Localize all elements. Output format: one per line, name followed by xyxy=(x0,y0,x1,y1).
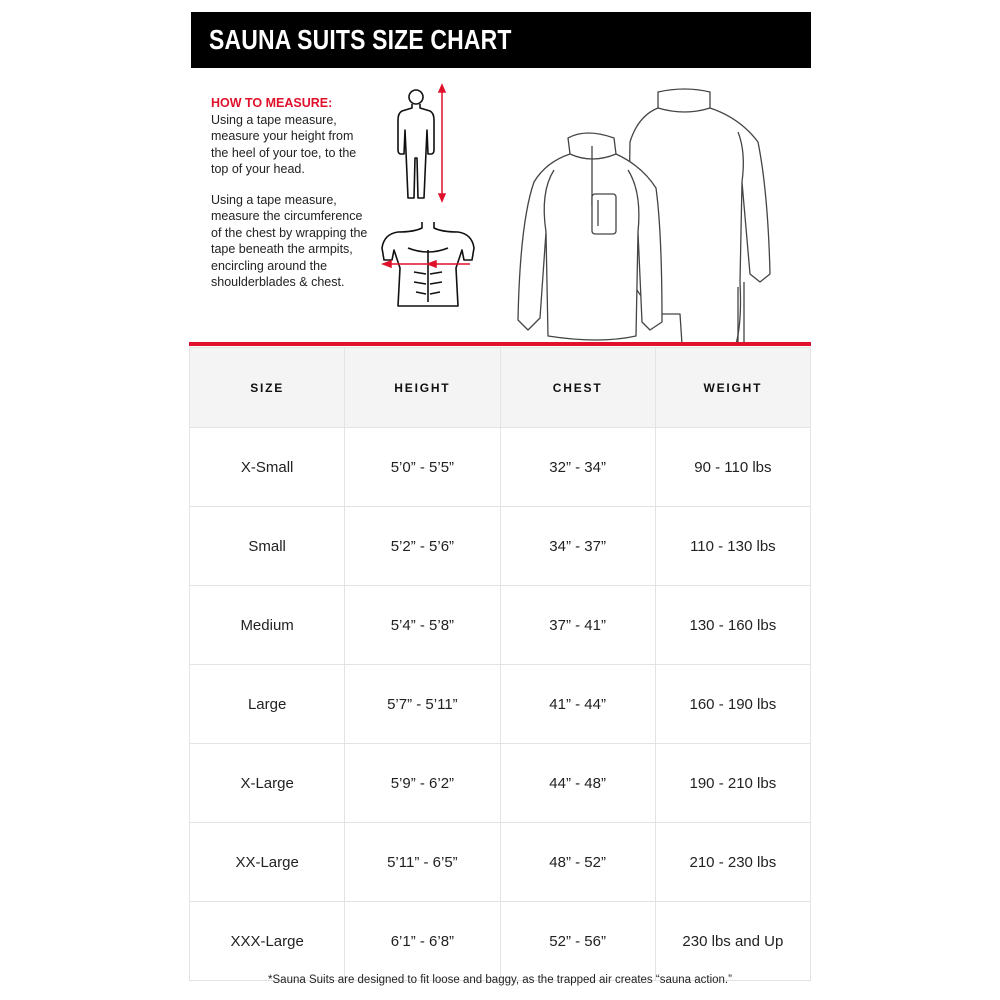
height-cell: 5’9” - 6’2” xyxy=(345,744,500,823)
height-cell: 5’11” - 6’5” xyxy=(345,823,500,902)
weight-cell: 110 - 130 lbs xyxy=(655,507,810,586)
measurement-illustrations xyxy=(378,80,478,320)
sauna-suit-illustration xyxy=(510,82,780,344)
size-cell: Medium xyxy=(190,586,345,665)
column-header-height: HEIGHT xyxy=(345,348,500,428)
how-to-measure-heading: HOW TO MEASURE: xyxy=(211,96,333,110)
table-row xyxy=(190,665,811,744)
height-cell: 5’0” - 5’5” xyxy=(345,428,500,507)
column-header-size: SIZE xyxy=(190,348,345,428)
height-instructions-text: Using a tape measure, measure your height from the heel of your toe, to the top of your head. xyxy=(211,112,357,176)
height-cell: 5’7” - 5’11” xyxy=(345,665,500,744)
weight-cell: 190 - 210 lbs xyxy=(655,744,810,823)
table-row xyxy=(190,586,811,665)
table-row xyxy=(190,428,811,507)
size-cell: XXX-Large xyxy=(190,902,345,981)
size-cell: Small xyxy=(190,507,345,586)
chest-cell: 48” - 52” xyxy=(500,823,655,902)
footnote: *Sauna Suits are designed to fit loose and baggy, as the trapped air creates “sauna action.” xyxy=(268,974,732,986)
size-cell: XX-Large xyxy=(190,823,345,902)
weight-cell: 160 - 190 lbs xyxy=(655,665,810,744)
table-row xyxy=(190,902,811,981)
size-chart-table xyxy=(189,347,811,981)
weight-cell: 230 lbs and Up xyxy=(655,902,810,981)
section-divider xyxy=(189,342,811,346)
chest-cell: 32” - 34” xyxy=(500,428,655,507)
jacket-front-icon xyxy=(518,133,662,340)
table-row xyxy=(190,744,811,823)
chest-instructions: Using a tape measure, measure the circumference of the chest by wrapping the tape beneath the armpits, encircling around the shoulderblades & chest. xyxy=(211,192,368,289)
page-title: SAUNA SUITS SIZE CHART xyxy=(209,24,512,55)
height-instructions xyxy=(211,95,371,178)
title-banner xyxy=(191,12,811,68)
weight-cell: 130 - 160 lbs xyxy=(655,586,810,665)
size-cell: Large xyxy=(190,665,345,744)
chest-cell: 44” - 48” xyxy=(500,744,655,823)
size-cell: X-Small xyxy=(190,428,345,507)
chest-cell: 37” - 41” xyxy=(500,586,655,665)
height-cell: 5’4” - 5’8” xyxy=(345,586,500,665)
table-row xyxy=(190,507,811,586)
how-to-measure-section xyxy=(211,95,371,305)
chest-cell: 34” - 37” xyxy=(500,507,655,586)
height-arrow-icon xyxy=(439,85,445,201)
size-cell: X-Large xyxy=(190,744,345,823)
height-cell: 5’2” - 5’6” xyxy=(345,507,500,586)
weight-cell: 210 - 230 lbs xyxy=(655,823,810,902)
chest-cell: 41” - 44” xyxy=(500,665,655,744)
weight-cell: 90 - 110 lbs xyxy=(655,428,810,507)
table-header-row xyxy=(190,348,811,428)
height-cell: 6’1” - 6’8” xyxy=(345,902,500,981)
height-figure-icon xyxy=(398,90,434,198)
column-header-weight: WEIGHT xyxy=(655,348,810,428)
chest-cell: 52” - 56” xyxy=(500,902,655,981)
column-header-chest: CHEST xyxy=(500,348,655,428)
table-row xyxy=(190,823,811,902)
